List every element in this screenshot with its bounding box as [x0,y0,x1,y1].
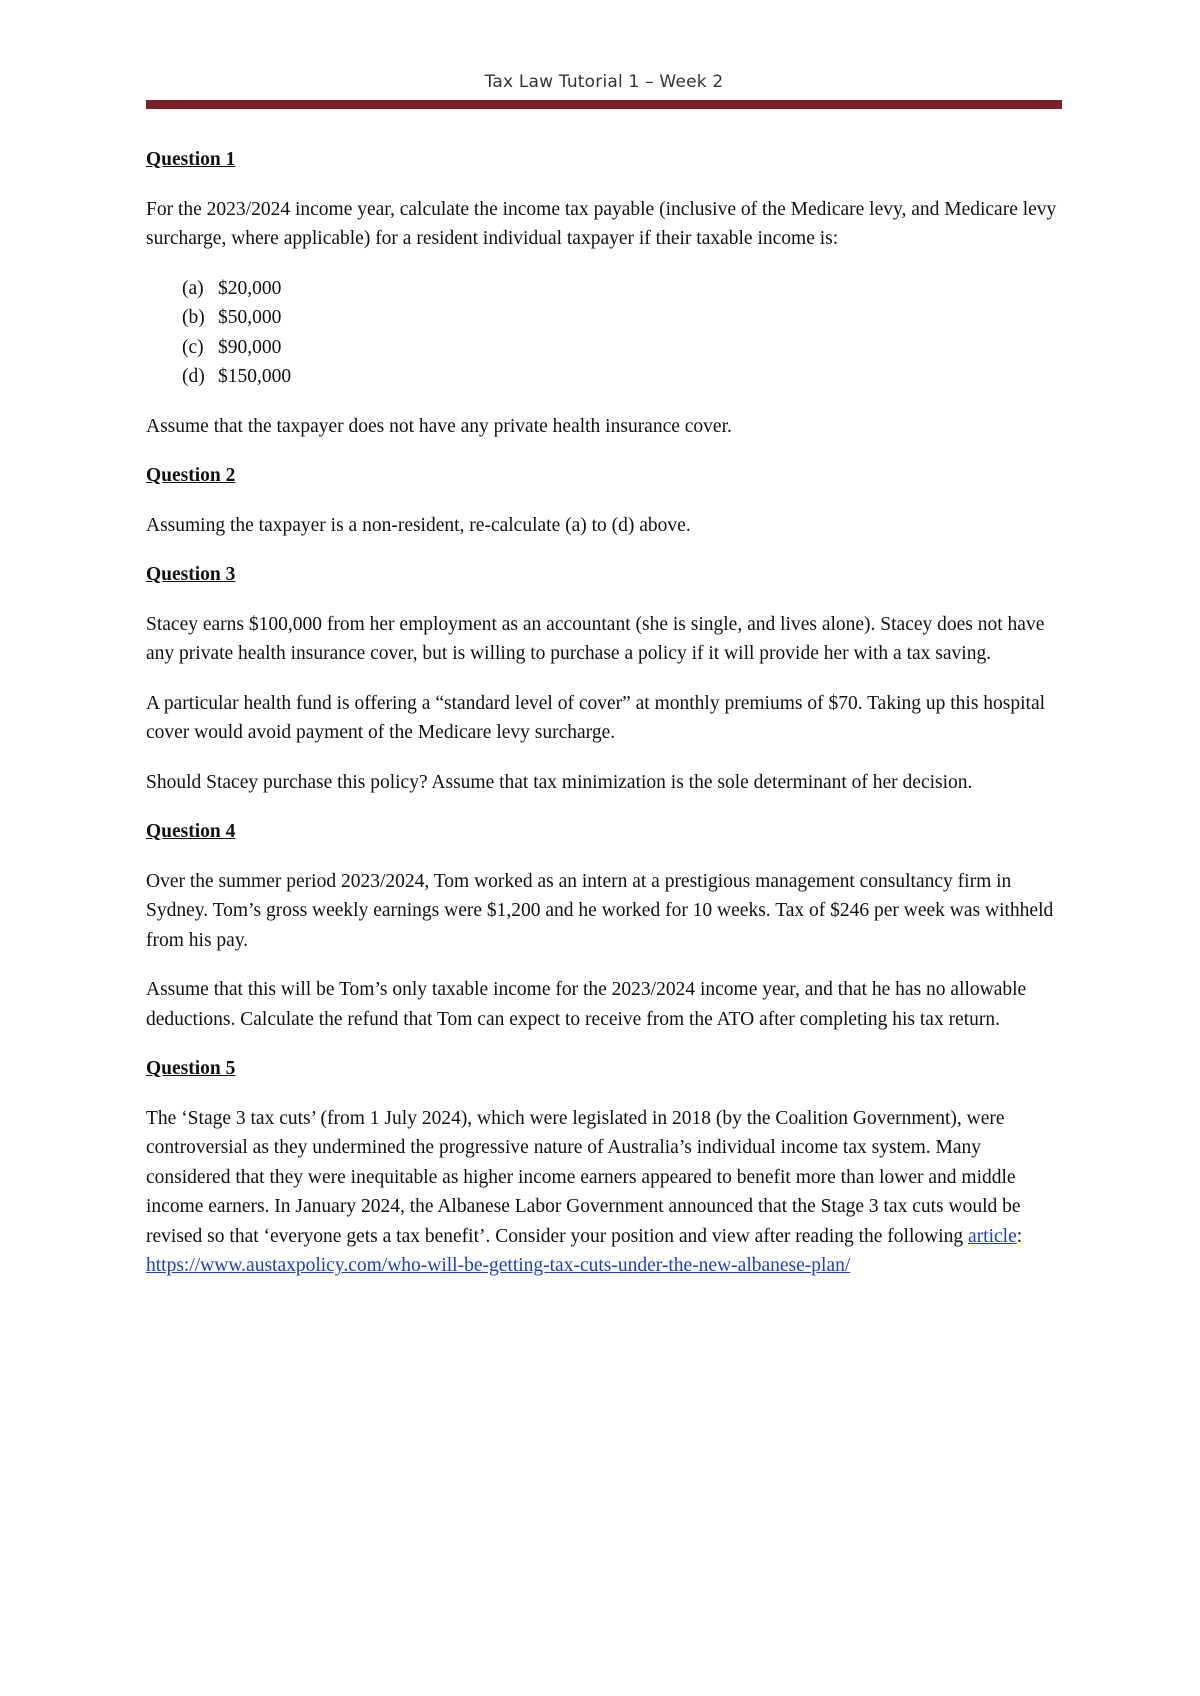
question-5-paragraph [146,1104,1062,1281]
list-item [182,362,1062,392]
list-marker: (c) [182,336,204,358]
question-3-title: Question 3 [146,564,236,585]
question-3-paragraph-3: Should Stacey purchase this policy? Assume that tax minimization is the sole determinant of her decision. [146,771,973,793]
question-5-text: The ‘Stage 3 tax cuts’ (from 1 July 2024), which were legislated in 2018 (by the Coalition Government), were controversial as they undermined the progressive nature of Australia’s individual income tax system. Many considered that they were inequitable as higher income earners appeared to benefit more than lower and middle income earners. In January 2024, the Albanese Labor Government announced that the Stage 3 tax cuts would be revised so that ‘everyone gets a tax benefit’. Consider your position and view after reading the following [146,1107,1021,1247]
list-marker: (b) [182,307,205,328]
list-value: $50,000 [218,307,282,328]
question-3-paragraph-2: A particular health fund is offering a “standard level of cover” at monthly premiums of $70. Taking up this hospital cover would avoid payment of the Medicare levy surcharge. [146,692,1046,743]
question-4-title: Question 4 [146,821,236,842]
list-item [182,303,1062,333]
question-1-intro: For the 2023/2024 income year, calculate the income tax payable (inclusive of the Medicare levy, and Medicare levy surcharge, where applicable) for a resident individual taxpayer if their taxable income is: [146,198,1057,249]
list-value: $90,000 [218,336,282,358]
question-1-assumption: Assume that the taxpayer does not have any private health insurance cover. [146,415,732,437]
question-2-text: Assuming the taxpayer is a non-resident, re-calculate (a) to (d) above. [146,514,691,536]
header-rule [146,100,1062,109]
question-4-paragraph-2: Assume that this will be Tom’s only taxable income for the 2023/2024 income year, and that he has no allowable deductions. Calculate the refund that Tom can expect to receive from the ATO after completing his tax return. [146,979,1027,1030]
question-1-title: Question 1 [146,149,236,170]
list-item [182,333,1062,363]
list-marker: (d) [182,366,205,387]
question-3-paragraph-1: Stacey earns $100,000 from her employment as an accountant (she is single, and lives alone). Stacey does not have any private health insurance cover, but is willing to purchase a policy if it will provide her with a tax saving. [146,613,1045,664]
list-item [182,274,1062,304]
list-marker: (a) [182,277,204,299]
question-1-parts [146,274,1062,392]
article-url-link[interactable]: https://www.austaxpolicy.com/who-will-be-getting-tax-cuts-under-the-new-albanese-plan/ [146,1255,851,1276]
document-body [146,145,1062,1301]
question-4-paragraph-1: Over the summer period 2023/2024, Tom worked as an intern at a prestigious management consultancy firm in Sydney. Tom’s gross weekly earnings were $1,200 and he worked for 10 weeks. Tax of $246 per week was withheld from his pay. [146,870,1054,951]
question-5-title: Question 5 [146,1058,236,1079]
link-colon: : [1016,1225,1023,1247]
page-header: Tax Law Tutorial 1 – Week 2 [484,72,724,92]
article-link[interactable]: article [968,1225,1017,1247]
question-2-title: Question 2 [146,465,236,486]
list-value: $150,000 [218,366,292,387]
list-value: $20,000 [218,277,282,299]
